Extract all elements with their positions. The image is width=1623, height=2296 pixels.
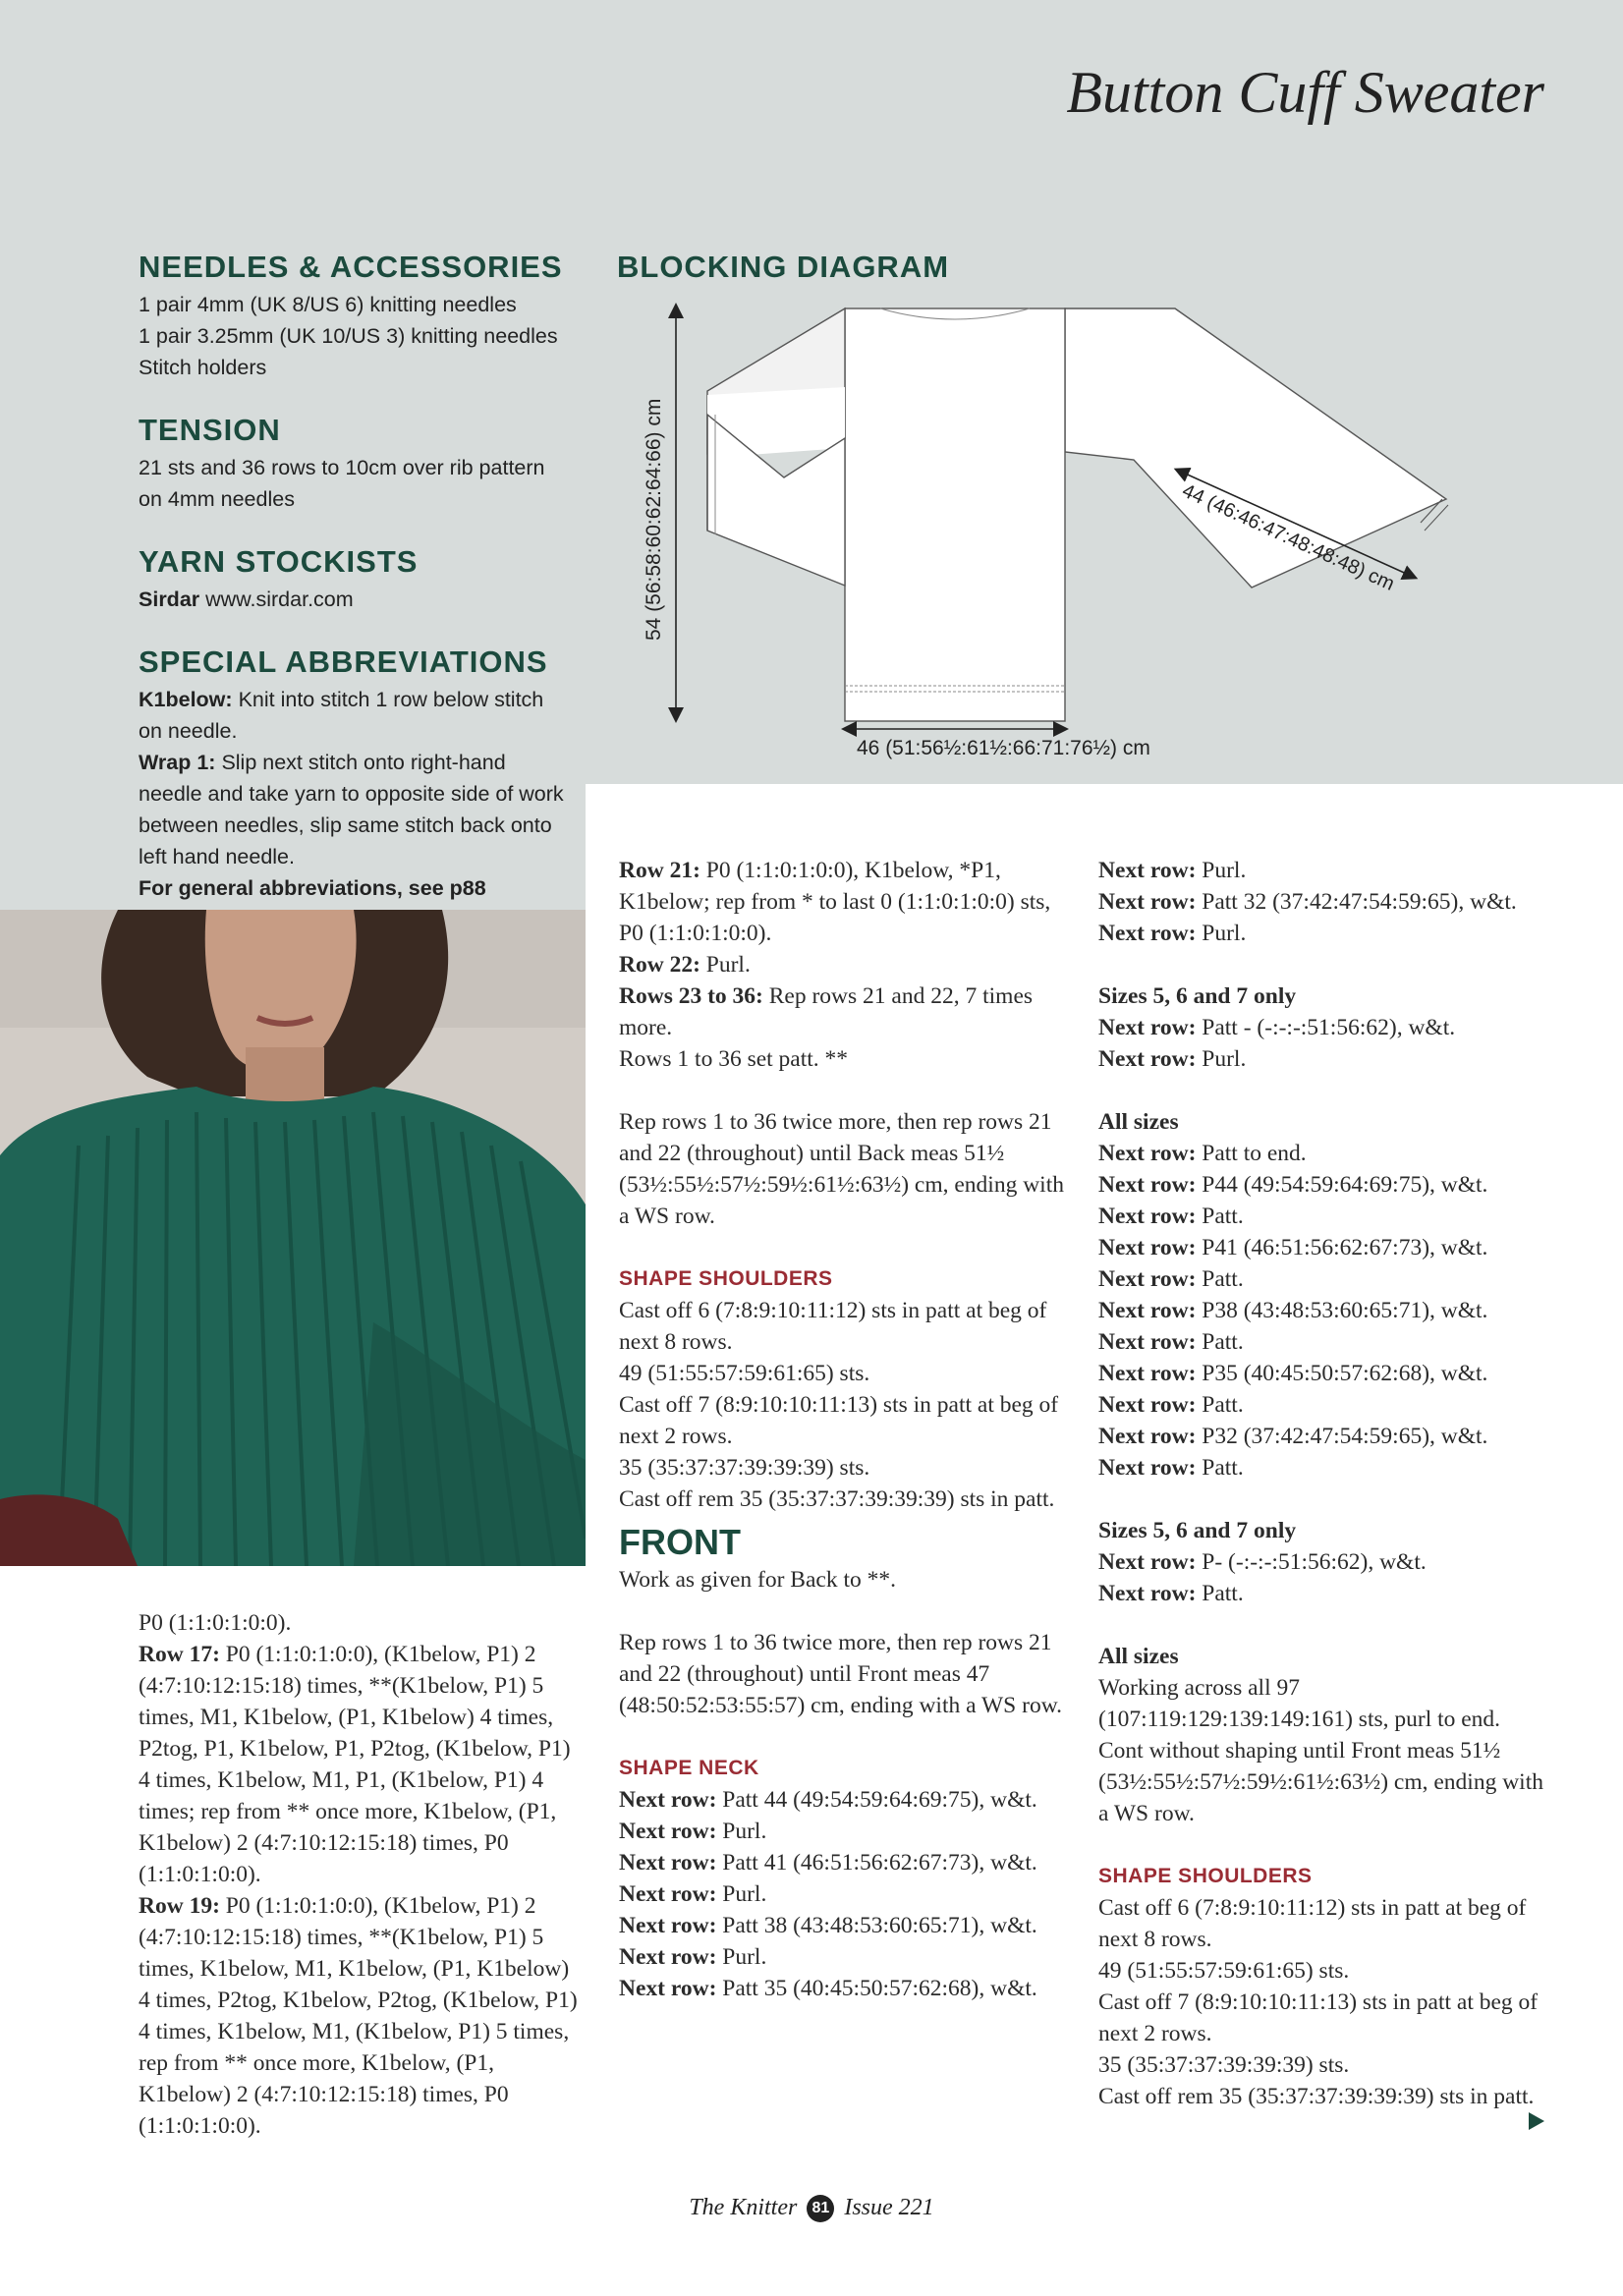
pattern-text: Purl.: [1196, 858, 1247, 883]
pattern-para: 49 (51:55:57:59:61:65) sts.: [619, 1361, 870, 1386]
row-label: Next row:: [1098, 858, 1197, 883]
row-label: Next row:: [1098, 1455, 1197, 1481]
pattern-para: [139, 1639, 583, 1890]
pattern-text: Patt - (-:-:-:51:56:62), w&t.: [1196, 1015, 1456, 1040]
abbr-def: Slip next stitch onto right-hand needle and take yarn to opposite side of work between needles, slip same stitch back onto left hand needle.: [139, 751, 564, 868]
pattern-para: Working across all 97 (107:119:129:139:149:161) sts, purl to end.: [1098, 1675, 1501, 1732]
pattern-text: P- (-:-:-:51:56:62), w&t.: [1196, 1549, 1427, 1575]
pattern-text: Patt 35 (40:45:50:57:62:68), w&t.: [716, 1976, 1037, 2001]
width-label: 46 (51:56½:61½:66:71:76½) cm: [857, 737, 1150, 759]
row-label: Next row:: [619, 1881, 717, 1907]
sizes-heading: [1098, 1641, 1550, 1672]
sizes-heading: [1098, 1106, 1550, 1138]
pattern-text: P41 (46:51:56:62:67:73), w&t.: [1196, 1235, 1488, 1260]
abbr-general-text: For general abbreviations, see p88: [139, 876, 486, 900]
pattern-para: Rep rows 1 to 36 twice more, then rep rows 21 and 22 (throughout) until Front meas 47 (48:50:52:53:55:57) cm, ending with a WS row.: [619, 1630, 1063, 1718]
pattern-text: P38 (43:48:53:60:65:71), w&t.: [1196, 1298, 1488, 1323]
abbr-term: K1below:: [139, 688, 233, 711]
pattern-para: [619, 1973, 1071, 2004]
pattern-para: [1098, 1326, 1550, 1358]
shape-neck-heading: SHAPE NECK: [619, 1757, 759, 1779]
shape-shoulders-heading: SHAPE SHOULDERS: [619, 1267, 833, 1290]
pattern-text: Patt.: [1196, 1266, 1244, 1292]
row-label: Next row:: [1098, 1361, 1197, 1386]
row-label: Next row:: [1098, 1015, 1197, 1040]
needles-line: 1 pair 3.25mm (UK 10/US 3) knitting needles: [139, 324, 558, 348]
sizes-label: All sizes: [1098, 1644, 1179, 1669]
abbr-term: Wrap 1:: [139, 751, 216, 774]
pattern-text: P0 (1:1:0:1:0:0), (K1below, P1) 2 (4:7:10:12:15:18) times, **(K1below, P1) 5 times, M1, K1below, (P1, K1below) 4 times, P2tog, P1, K1below, P1, P2tog, (K1below, P1) 4 times, K1below, M1, P1, (K1below, P1) 4 times; rep from ** once more, K1below, (P1, K1below) 2 (4:7:10:12:15:18) times, P0 (1:1:0:1:0:0).: [139, 1642, 571, 1887]
row-label: Rows 23 to 36:: [619, 983, 763, 1009]
pattern-para: [1098, 1389, 1550, 1421]
row-label: Next row:: [619, 1913, 717, 1938]
tension-line: on 4mm needles: [139, 487, 295, 511]
pattern-para: [619, 1941, 1071, 1973]
abbr-k1below: [139, 684, 571, 747]
pattern-text: Patt to end.: [1196, 1141, 1307, 1166]
yarn-heading: YARN STOCKISTS: [139, 544, 419, 579]
pattern-para: [1098, 886, 1550, 918]
pattern-para: [1098, 1578, 1550, 1609]
pattern-para: [619, 1784, 1071, 1816]
pattern-para: [1098, 1358, 1550, 1389]
row-label: Next row:: [1098, 1141, 1197, 1166]
pattern-para: Work as given for Back to **.: [619, 1567, 896, 1593]
pattern-text: Patt.: [1196, 1392, 1244, 1418]
row-label: Next row:: [1098, 1235, 1197, 1260]
pattern-text: P0 (1:1:0:1:0:0), (K1below, P1) 2 (4:7:10:12:15:18) times, **(K1below, P1) 5 times, K1below, M1, K1below, (P1, K1below) 4 times, P2tog, K1below, P2tog, (K1below, P1) 4 times, K1below, M1, (K1below, P1) 5 times, rep from ** once more, K1below, (P1, K1below) 2 (4:7:10:12:15:18) times, P0 (1:1:0:1:0:0).: [139, 1893, 578, 2139]
pattern-text: Purl.: [716, 1944, 767, 1970]
pattern-column-1: [139, 1607, 583, 2142]
pattern-para: [1098, 1421, 1550, 1452]
model-photo: [0, 910, 586, 1566]
pattern-text: Patt 32 (37:42:47:54:59:65), w&t.: [1196, 889, 1517, 915]
pattern-para: Rows 1 to 36 set patt. **: [619, 1046, 849, 1072]
yarn-brand: Sirdar: [139, 588, 200, 611]
needles-heading: NEEDLES & ACCESSORIES: [139, 250, 563, 284]
pattern-para: [1098, 1546, 1550, 1578]
abbr-heading: SPECIAL ABBREVIATIONS: [139, 644, 548, 679]
pattern-para: [619, 949, 1071, 980]
pattern-para: [1098, 1452, 1550, 1484]
sizes-heading: [1098, 1515, 1550, 1546]
pattern-text: Patt.: [1196, 1204, 1244, 1229]
sizes-label: Sizes 5, 6 and 7 only: [1098, 1518, 1297, 1543]
tension-heading: TENSION: [139, 413, 281, 447]
pattern-text: Purl.: [1196, 921, 1247, 946]
pattern-para: 49 (51:55:57:59:61:65) sts.: [1098, 1958, 1350, 1984]
pattern-text: P32 (37:42:47:54:59:65), w&t.: [1196, 1424, 1488, 1449]
pattern-text: Purl.: [716, 1881, 767, 1907]
neck-shape: [246, 1047, 324, 1106]
pattern-text: P44 (49:54:59:64:69:75), w&t.: [1196, 1172, 1488, 1198]
page-number: 81: [807, 2195, 834, 2222]
row-label: Next row:: [619, 1850, 717, 1876]
row-label: Next row:: [1098, 1046, 1197, 1072]
row-label: Next row:: [1098, 1424, 1197, 1449]
abbr-general: [139, 872, 571, 904]
pattern-para: Cast off rem 35 (35:37:37:39:39:39) sts in patt.: [619, 1486, 1055, 1512]
tension-line: 21 sts and 36 rows to 10cm over rib pattern: [139, 456, 545, 479]
row-label: Next row:: [619, 1787, 717, 1813]
tension-text: [139, 452, 571, 515]
blocking-diagram: [617, 291, 1482, 782]
needles-list: [139, 289, 571, 383]
pattern-para: [1098, 855, 1550, 886]
row-label: Next row:: [1098, 1329, 1197, 1355]
abbr-wrap: [139, 747, 571, 872]
pattern-para: [619, 1816, 1071, 1847]
pattern-para: Rep rows 1 to 36 twice more, then rep rows 21 and 22 (throughout) until Back meas 51½ (53½:55½:57½:59½:61½:63½) cm, ending with a WS row.: [619, 1109, 1064, 1229]
row-label: Row 21:: [619, 858, 700, 883]
pattern-para: [139, 1890, 583, 2142]
pattern-para: Cont without shaping until Front meas 51½ (53½:55½:57½:59½:61½:63½) cm, ending with a WS row.: [1098, 1738, 1543, 1826]
pattern-para: Cast off 6 (7:8:9:10:11:12) sts in patt at beg of next 8 rows.: [1098, 1895, 1527, 1952]
pattern-para: [1098, 918, 1550, 949]
pattern-text: Patt.: [1196, 1329, 1244, 1355]
issue-number: Issue 221: [844, 2195, 934, 2220]
row-label: Next row:: [1098, 1549, 1197, 1575]
pattern-para: [619, 855, 1071, 949]
sizes-heading: [1098, 980, 1550, 1012]
row-label: Next row:: [1098, 1172, 1197, 1198]
row-label: Row 22:: [619, 952, 700, 978]
pattern-para: [619, 980, 1071, 1043]
row-label: Next row:: [1098, 1266, 1197, 1292]
row-label: Next row:: [1098, 921, 1197, 946]
row-label: Next row:: [619, 1944, 717, 1970]
pattern-para: Cast off 7 (8:9:10:10:11:13) sts in patt at beg of next 2 rows.: [619, 1392, 1059, 1449]
continue-arrow-icon: [1529, 2112, 1544, 2130]
pattern-para: [139, 1607, 583, 1639]
pattern-para: [1098, 1169, 1550, 1201]
diagram-heading: BLOCKING DIAGRAM: [617, 250, 950, 284]
pattern-para: [1098, 1295, 1550, 1326]
pattern-column-3: [1098, 855, 1550, 2112]
row-label: Next row:: [619, 1819, 717, 1844]
pattern-para: [619, 1910, 1071, 1941]
row-label: Row 17:: [139, 1642, 220, 1667]
row-label: Next row:: [1098, 889, 1197, 915]
front-heading: FRONT: [619, 1522, 741, 1562]
pattern-para: [1098, 1263, 1550, 1295]
height-label: 54 (56:58:60:62:64:66) cm: [643, 398, 665, 641]
pattern-text: Purl.: [1196, 1046, 1247, 1072]
info-panel: [139, 250, 571, 904]
pattern-para: [1098, 1232, 1550, 1263]
pattern-para: 35 (35:37:37:39:39:39) sts.: [619, 1455, 870, 1481]
sizes-label: Sizes 5, 6 and 7 only: [1098, 983, 1297, 1009]
pattern-text: P35 (40:45:50:57:62:68), w&t.: [1196, 1361, 1488, 1386]
pattern-text: Patt 41 (46:51:56:62:67:73), w&t.: [716, 1850, 1037, 1876]
sleeve-label: 44 (46:46:47:48:48:48) cm: [1178, 479, 1398, 595]
yarn-text: [139, 584, 571, 615]
pattern-para: Cast off 6 (7:8:9:10:11:12) sts in patt at beg of next 8 rows.: [619, 1298, 1047, 1355]
pattern-para: [1098, 1138, 1550, 1169]
pattern-para: Cast off rem 35 (35:37:37:39:39:39) sts in patt.: [1098, 2084, 1535, 2109]
pattern-para: Cast off 7 (8:9:10:10:11:13) sts in patt at beg of next 2 rows.: [1098, 1989, 1539, 2046]
pattern-para: 35 (35:37:37:39:39:39) sts.: [1098, 2052, 1350, 2078]
pattern-text: Patt 44 (49:54:59:64:69:75), w&t.: [716, 1787, 1037, 1813]
sizes-label: All sizes: [1098, 1109, 1179, 1135]
row-label: Row 19:: [139, 1893, 220, 1919]
pattern-text: Rep rows 21 and 22, 7 times more.: [619, 983, 1034, 1040]
abbr-def: Knit into stitch 1 row below stitch on needle.: [139, 688, 544, 743]
pattern-text: P0 (1:1:0:1:0:0), K1below, *P1, K1below; rep from * to last 0 (1:1:0:1:0:0) sts, P0 (1:1:0:1:0:0).: [619, 858, 1051, 946]
pattern-para: [619, 1847, 1071, 1878]
abbr-text: [139, 684, 571, 904]
needles-line: Stitch holders: [139, 356, 267, 379]
pattern-text: Patt.: [1196, 1581, 1244, 1606]
body-shape: [845, 308, 1065, 721]
pattern-para: [619, 1878, 1071, 1910]
page-title: Button Cuff Sweater: [1066, 60, 1544, 125]
page-footer: [0, 2195, 1623, 2222]
pattern-para: [1098, 1012, 1550, 1043]
right-sleeve-shape: [1065, 308, 1446, 588]
yarn-url[interactable]: www.sirdar.com: [205, 588, 354, 611]
pattern-text: Purl.: [700, 952, 751, 978]
row-label: Next row:: [1098, 1581, 1197, 1606]
row-label: Next row:: [1098, 1204, 1197, 1229]
pattern-para: [1098, 1201, 1550, 1232]
shape-shoulders-heading: SHAPE SHOULDERS: [1098, 1865, 1313, 1887]
pattern-text: Patt 38 (43:48:53:60:65:71), w&t.: [716, 1913, 1037, 1938]
pattern-para: [1098, 1043, 1550, 1075]
pattern-text: P0 (1:1:0:1:0:0).: [139, 1610, 292, 1636]
pattern-text: Patt.: [1196, 1455, 1244, 1481]
right-cuff-line: [1425, 505, 1448, 531]
row-label: Next row:: [1098, 1392, 1197, 1418]
row-label: Next row:: [1098, 1298, 1197, 1323]
pattern-text: Purl.: [716, 1819, 767, 1844]
pattern-column-2: [619, 855, 1071, 2004]
row-label: Next row:: [619, 1976, 717, 2001]
needles-line: 1 pair 4mm (UK 8/US 6) knitting needles: [139, 293, 517, 316]
magazine-name: The Knitter: [689, 2195, 798, 2220]
